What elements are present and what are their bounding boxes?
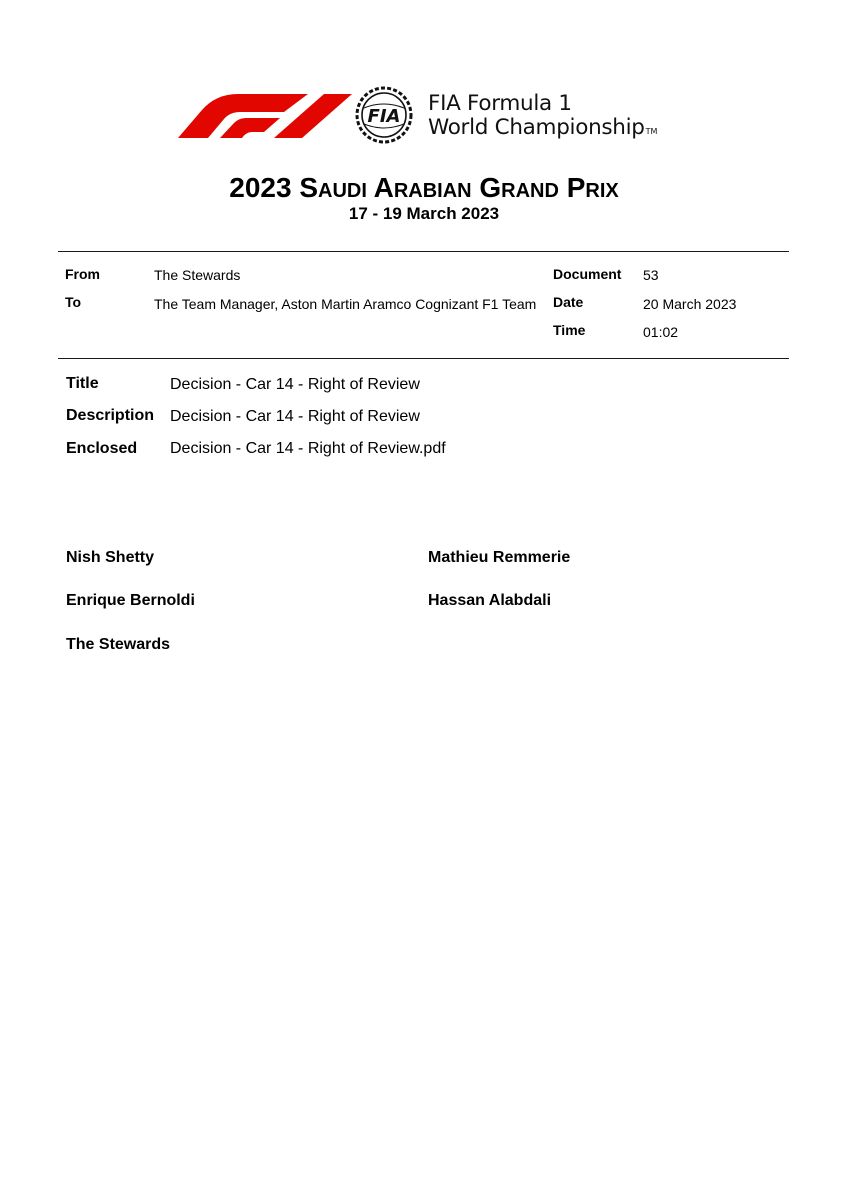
document-label: Document [553,266,622,282]
date-value: 20 March 2023 [643,296,737,312]
description-value: Decision - Car 14 - Right of Review [170,408,420,425]
fia-wordmark-line2 [428,116,657,144]
signatory-name: Mathieu Remmerie [428,549,571,566]
fia-wordmark-line2-text: World Championship [428,115,645,140]
event-dates: 17 - 19 March 2023 [348,204,500,223]
f1-logo-icon [176,90,352,138]
event-title: 2023 Saudi Arabian Grand Prix [229,172,619,203]
time-label: Time [553,322,586,338]
enclosed-attachment: Decision - Car 14 - Right of Review.pdf [170,440,446,457]
from-value: The Stewards [154,267,241,283]
fia-badge-icon [348,86,420,144]
title-value: Decision - Car 14 - Right of Review [170,376,420,393]
signatory-name: Nish Shetty [66,549,155,566]
document-value: 53 [643,267,659,283]
top-divider [58,251,789,252]
signatory-name: Hassan Alabdali [428,592,552,609]
date-label: Date [553,294,584,310]
signatory-name: Enrique Bernoldi [66,592,195,609]
bottom-divider [58,358,789,359]
title-label: Title [66,375,99,392]
trademark-mark: TM [645,127,658,136]
to-label: To [65,294,82,310]
fia-wordmark [428,92,657,144]
fia-badge-text: FIA [367,106,401,127]
from-label: From [65,266,100,282]
enclosed-label: Enclosed [66,440,138,457]
fia-wordmark-line1: FIA Formula 1 [428,91,572,116]
to-value: The Team Manager, Aston Martin Aramco Cognizant F1 Team [154,296,537,312]
description-label: Description [66,407,155,424]
stewards-closing: The Stewards [66,636,171,653]
header-logo [176,86,696,146]
time-value: 01:02 [643,324,679,340]
